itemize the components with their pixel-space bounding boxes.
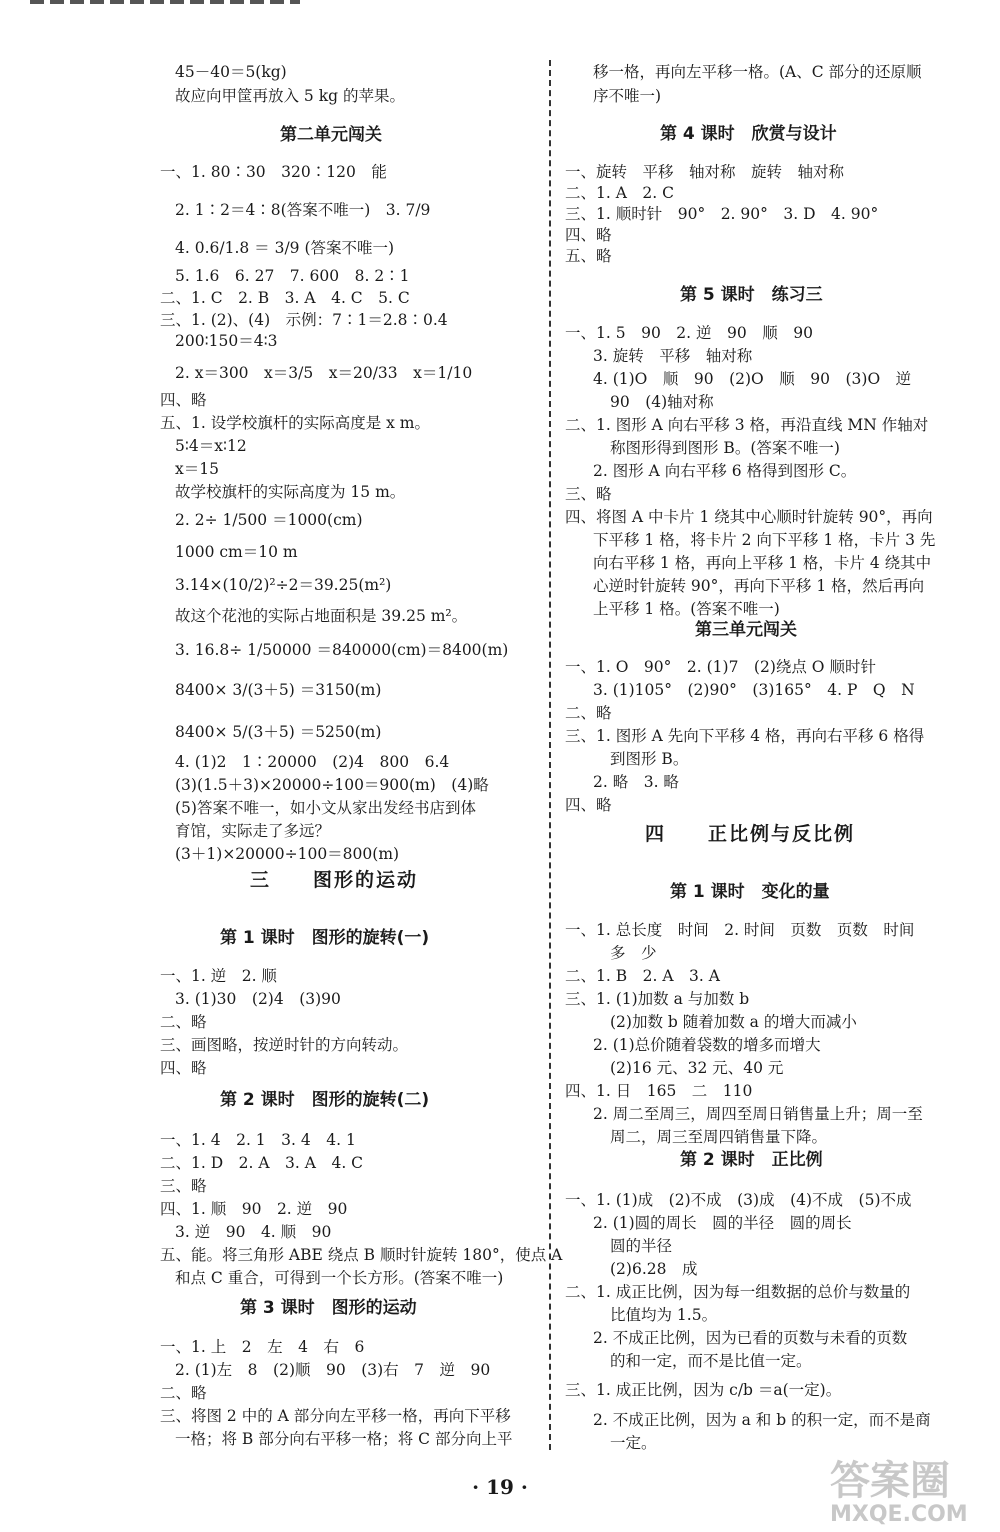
answer-line: 三、将图 2 中的 A 部分向左平移一格，再向下平移 bbox=[160, 1407, 511, 1425]
answer-line: 90 (4)轴对称 bbox=[610, 393, 714, 411]
answer-line: 上平移 1 格。(答案不唯一) bbox=[593, 600, 780, 618]
answer-line: 2. (1)左 8 (2)顺 90 (3)右 7 逆 90 bbox=[175, 1361, 491, 1379]
answer-line: 2. 2÷ 1/500 ＝1000(cm) bbox=[175, 511, 363, 529]
answer-line: 3. 16.8÷ 1/50000 ＝840000(cm)＝8400(m) bbox=[175, 641, 509, 659]
answer-line: 比值均为 1.5。 bbox=[610, 1306, 718, 1324]
section-heading: 第二单元闯关 bbox=[280, 125, 382, 145]
watermark-top: 答案圈 bbox=[830, 1458, 950, 1504]
answer-line: (2)加数 b 随着加数 a 的增大而减小 bbox=[610, 1013, 857, 1031]
answer-line: 8400× 3/(3＋5) ＝3150(m) bbox=[175, 681, 382, 699]
answer-line: 2. 略 3. 略 bbox=[593, 773, 679, 791]
answer-line: 三、略 bbox=[160, 1177, 207, 1195]
answer-line: 二、1. A 2. C bbox=[565, 184, 674, 202]
answer-line: 三、1. 成正比例，因为 c/b ＝a(一定)。 bbox=[565, 1381, 842, 1399]
answer-line: 一、1. 逆 2. 顺 bbox=[160, 967, 277, 985]
answer-line: 四、将图 A 中卡片 1 绕其中心顺时针旋转 90°，再向 bbox=[565, 508, 933, 526]
answer-line: 2. 不成正比例，因为 a 和 b 的积一定，而不是商 bbox=[593, 1411, 931, 1429]
section-heading: 第三单元闯关 bbox=[695, 620, 797, 640]
answer-line: 的和一定，而不是比值一定。 bbox=[610, 1352, 812, 1370]
answer-line: 周二，周三至周四销售量下降。 bbox=[610, 1128, 828, 1146]
answer-line: 5∶4＝x∶12 bbox=[175, 437, 247, 455]
answer-line: 3.14×(10/2)²÷2＝39.25(m²) bbox=[175, 576, 392, 594]
answer-line: 2. 1∶2＝4∶8(答案不唯一) 3. 7/9 bbox=[175, 201, 431, 219]
answer-line: 故学校旗杆的实际高度为 15 m。 bbox=[175, 483, 406, 501]
answer-line: 二、略 bbox=[565, 704, 612, 722]
section-heading: 第 2 课时 图形的旋转(二) bbox=[220, 1090, 430, 1110]
answer-line: 3. (1)105° (2)90° (3)165° 4. P Q N bbox=[593, 681, 915, 699]
answer-line: 三、1. (1)加数 a 与加数 b bbox=[565, 990, 750, 1008]
answer-line: 45－40＝5(kg) bbox=[175, 63, 287, 81]
answer-line: 4. (1)O 顺 90 (2)O 顺 90 (3)O 逆 bbox=[593, 370, 912, 388]
answer-line: x＝15 bbox=[175, 460, 219, 478]
answer-line: 二、1. 图形 A 向右平移 3 格，再沿直线 MN 作轴对 bbox=[565, 416, 929, 434]
answer-line: (2)6.28 成 bbox=[610, 1260, 698, 1278]
section-heading: 第 1 课时 图形的旋转(一) bbox=[220, 928, 430, 948]
section-heading: 第 3 课时 图形的运动 bbox=[240, 1298, 417, 1318]
answer-line: 二、1. B 2. A 3. A bbox=[565, 967, 720, 985]
answer-line: 二、1. 成正比例，因为每一组数据的总价与数量的 bbox=[565, 1283, 911, 1301]
answer-line: 200∶150＝4∶3 bbox=[175, 332, 278, 350]
top-edge-mark bbox=[30, 0, 300, 4]
answer-line: 四、略 bbox=[565, 226, 612, 244]
answer-line: 二、略 bbox=[160, 1384, 207, 1402]
answer-line: 3. 旋转 平移 轴对称 bbox=[593, 347, 753, 365]
answer-line: 2. (1)圆的周长 圆的半径 圆的周长 bbox=[593, 1214, 852, 1232]
answer-line: 五、略 bbox=[565, 247, 612, 265]
answer-line: 多 少 bbox=[610, 944, 657, 962]
answer-line: 2. 周二至周三，周四至周日销售量上升；周一至 bbox=[593, 1105, 923, 1123]
answer-line: (5)答案不唯一，如小文从家出发经书店到体 bbox=[175, 799, 476, 817]
answer-line: 心逆时针旋转 90°，再向下平移 1 格，然后再向 bbox=[593, 577, 925, 595]
watermark bbox=[830, 1460, 990, 1530]
answer-line: 三、1. 图形 A 先向下平移 4 格，再向右平移 6 格得 bbox=[565, 727, 925, 745]
answer-line: 二、略 bbox=[160, 1013, 207, 1031]
answer-line: 一、1. 总长度 时间 2. 时间 页数 页数 时间 bbox=[565, 921, 915, 939]
section-heading: 四 正比例与反比例 bbox=[645, 823, 856, 845]
answer-line: 一、1. 80∶30 320∶120 能 bbox=[160, 163, 387, 181]
answer-line: 一、旋转 平移 轴对称 旋转 轴对称 bbox=[565, 163, 845, 181]
answer-line: 下平移 1 格，将卡片 2 向下平移 1 格，卡片 3 先 bbox=[593, 531, 936, 549]
watermark-bottom: MXQE.COM bbox=[830, 1502, 968, 1527]
answer-line: 一格；将 B 部分向右平移一格；将 C 部分向上平 bbox=[175, 1430, 513, 1448]
answer-line: 三、画图略，按逆时针的方向转动。 bbox=[160, 1036, 409, 1054]
answer-line: 二、1. D 2. A 3. A 4. C bbox=[160, 1154, 364, 1172]
answer-line: 4. 0.6/1.8 ＝ 3/9 (答案不唯一) bbox=[175, 239, 395, 257]
answer-line: 3. 逆 90 4. 顺 90 bbox=[175, 1223, 332, 1241]
answer-line: 四、略 bbox=[565, 796, 612, 814]
answer-line: 一、1. (1)成 (2)不成 (3)成 (4)不成 (5)不成 bbox=[565, 1191, 912, 1209]
answer-line: 2. 不成正比例，因为已看的页数与未看的页数 bbox=[593, 1329, 908, 1347]
answer-line: 8400× 5/(3＋5) ＝5250(m) bbox=[175, 723, 382, 741]
answer-line: 2. 图形 A 向右平移 6 格得到图形 C。 bbox=[593, 462, 857, 480]
answer-line: 一、1. 4 2. 1 3. 4 4. 1 bbox=[160, 1131, 356, 1149]
answer-line: 移一格，再向左平移一格。(A、C 部分的还原顺 bbox=[593, 63, 922, 81]
section-heading: 第 1 课时 变化的量 bbox=[670, 882, 830, 902]
section-heading: 第 4 课时 欣赏与设计 bbox=[660, 124, 837, 144]
page-number: · 19 · bbox=[472, 1475, 528, 1499]
answer-line: 三、1. 顺时针 90° 2. 90° 3. D 4. 90° bbox=[565, 205, 879, 223]
answer-line: 三、略 bbox=[565, 485, 612, 503]
section-heading: 三 图形的运动 bbox=[250, 869, 419, 891]
answer-line: 五、1. 设学校旗杆的实际高度是 x m。 bbox=[160, 414, 431, 432]
answer-line: 4. (1)2 1∶20000 (2)4 800 6.4 bbox=[175, 753, 450, 771]
answer-line: 四、1. 顺 90 2. 逆 90 bbox=[160, 1200, 348, 1218]
answer-line: (3)(1.5＋3)×20000÷100＝900(m) (4)略 bbox=[175, 776, 489, 794]
answer-line: 到图形 B。 bbox=[610, 750, 689, 768]
section-heading: 第 5 课时 练习三 bbox=[680, 285, 823, 305]
answer-line: 故这个花池的实际占地面积是 39.25 m²。 bbox=[175, 607, 468, 625]
answer-line: 称图形得到图形 B。(答案不唯一) bbox=[610, 439, 840, 457]
answer-line: 四、1. 日 165 二 110 bbox=[565, 1082, 753, 1100]
answer-line: 三、1. (2)、(4) 示例：7∶1＝2.8∶0.4 bbox=[160, 311, 448, 329]
answer-line: 3. (1)30 (2)4 (3)90 bbox=[175, 990, 341, 1008]
answer-line: 2. x＝300 x＝3/5 x＝20/33 x＝1/10 bbox=[175, 364, 473, 382]
answer-line: (3＋1)×20000÷100＝800(m) bbox=[175, 845, 400, 863]
answer-line: 四、略 bbox=[160, 391, 207, 409]
answer-line: 一定。 bbox=[610, 1434, 657, 1452]
answer-line: 二、1. C 2. B 3. A 4. C 5. C bbox=[160, 289, 410, 307]
answer-line: 一、1. 上 2 左 4 右 6 bbox=[160, 1338, 365, 1356]
answer-line: 故应向甲筐再放入 5 kg 的苹果。 bbox=[175, 87, 405, 105]
answer-line: 五、能。将三角形 ABE 绕点 B 顺时针旋转 180°，使点 A bbox=[160, 1246, 563, 1264]
answer-line: 向右平移 1 格，再向上平移 1 格，卡片 4 绕其中 bbox=[593, 554, 932, 572]
answer-line: 1000 cm＝10 m bbox=[175, 543, 298, 561]
answer-line: 2. (1)总价随着袋数的增多而增大 bbox=[593, 1036, 821, 1054]
answer-line: 四、略 bbox=[160, 1059, 207, 1077]
answer-line: 5. 1.6 6. 27 7. 600 8. 2∶1 bbox=[175, 267, 410, 285]
answer-line: 序不唯一) bbox=[593, 87, 662, 105]
answer-line: 育馆，实际走了多远？ bbox=[175, 822, 331, 840]
answer-line: 一、1. O 90° 2. (1)7 (2)绕点 O 顺时针 bbox=[565, 658, 876, 676]
column-divider bbox=[549, 60, 551, 1450]
section-heading: 第 2 课时 正比例 bbox=[680, 1150, 823, 1170]
answer-line: 和点 C 重合，可得到一个长方形。(答案不唯一) bbox=[175, 1269, 504, 1287]
answer-line: 一、1. 5 90 2. 逆 90 顺 90 bbox=[565, 324, 813, 342]
answer-line: 圆的半径 bbox=[610, 1237, 673, 1255]
answer-line: (2)16 元、32 元、40 元 bbox=[610, 1059, 784, 1077]
